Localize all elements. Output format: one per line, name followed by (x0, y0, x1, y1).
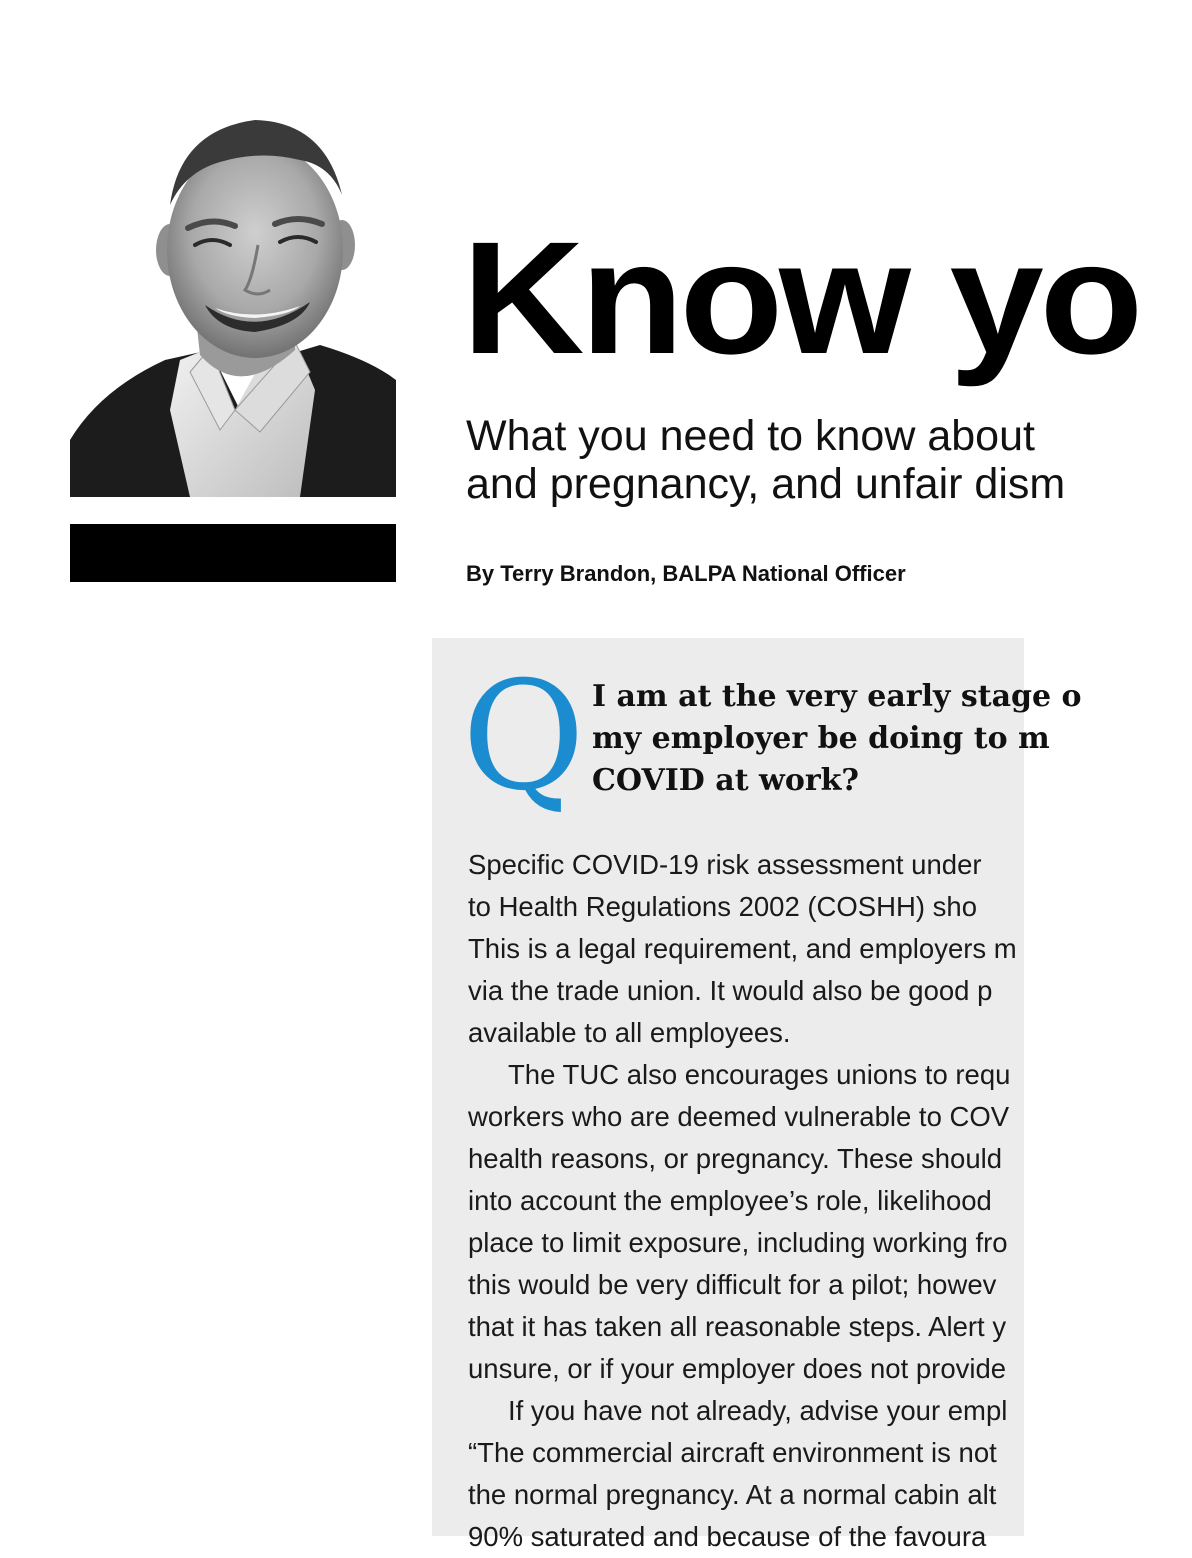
headline: Know yo (462, 208, 1139, 387)
author-name-bar (70, 524, 396, 582)
answer-line: into account the employee’s role, likelihood (468, 1185, 992, 1216)
person-photo-icon (70, 110, 396, 497)
question (592, 676, 1192, 802)
answer-line: Specific COVID-19 risk assessment under (468, 849, 982, 880)
answer-line: The TUC also encourages unions to requ (508, 1059, 1011, 1090)
drop-letter-q: Q (462, 650, 585, 824)
answer-line: If you have not already, advise your empl (508, 1395, 1008, 1426)
byline: By Terry Brandon, BALPA National Officer (466, 561, 906, 586)
answer-line: health reasons, or pregnancy. These should (468, 1143, 1003, 1174)
answer-line: “The commercial aircraft environment is not (468, 1437, 997, 1468)
question-line: my employer be doing to m (592, 721, 1050, 756)
answer-line: This is a legal requirement, and employers m (468, 933, 1017, 964)
answer-line: workers who are deemed vulnerable to COV (468, 1101, 1010, 1132)
answer-line: available to all employees. (468, 1017, 791, 1048)
answer-line: unsure, or if your employer does not provide (468, 1353, 1007, 1384)
standfirst-line: What you need to know about (466, 412, 1035, 460)
answer-line: this would be very difficult for a pilot; howev (468, 1269, 997, 1300)
standfirst (466, 412, 1166, 508)
answer-line: place to limit exposure, including working fro (468, 1227, 1008, 1258)
qa-panel (432, 638, 1082, 1552)
author-portrait (70, 110, 396, 497)
answer-line: the normal pregnancy. At a normal cabin alt (468, 1479, 997, 1510)
answer (468, 844, 1168, 1558)
answer-line: that it has taken all reasonable steps. Alert y (468, 1311, 1007, 1342)
answer-line: via the trade union. It would also be good p (468, 975, 993, 1006)
question-line: I am at the very early stage o (592, 679, 1082, 714)
question-line: COVID at work? (592, 763, 859, 798)
answer-line: to Health Regulations 2002 (COSHH) sho (468, 891, 978, 922)
answer-line: 90% saturated and because of the favoura (468, 1521, 987, 1552)
standfirst-line: and pregnancy, and unfair dism (466, 460, 1066, 508)
